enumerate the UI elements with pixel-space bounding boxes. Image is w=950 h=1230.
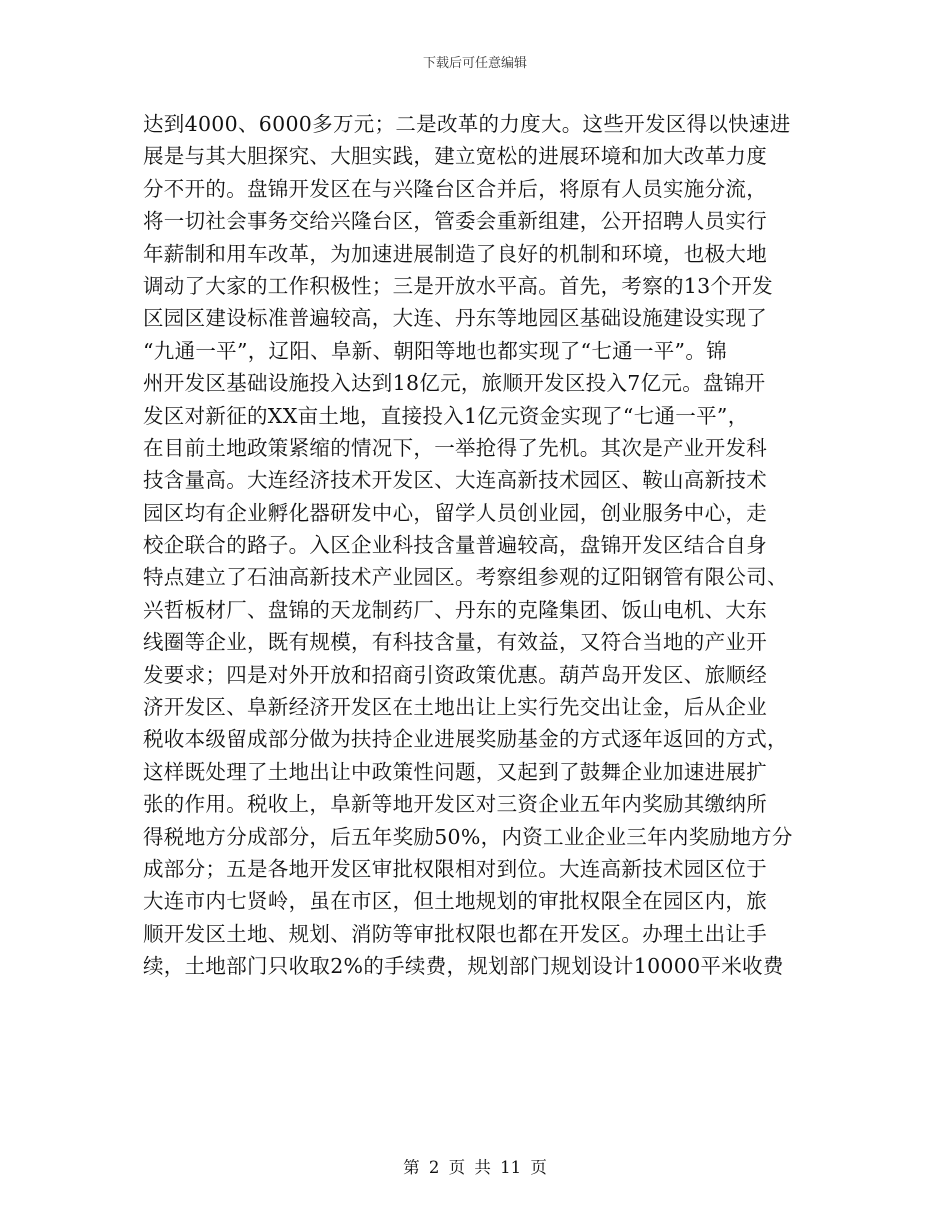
text-line: 园区均有企业孵化器研发中心，留学人员创业园，创业服务中心，走 [143, 500, 767, 525]
body-text [143, 108, 813, 983]
text-line: 成部分；五是各地开发区审批权限相对到位。大连高新技术园区位于 [143, 856, 767, 881]
text-line: 税收本级留成部分做为扶持企业进展奖励基金的方式逐年返回的方式， [143, 727, 788, 752]
text-line: 年薪制和用车改革，为加速进展制造了良好的机制和环境，也极大地 [143, 241, 767, 266]
text-line: 技含量高。大连经济技术开发区、大连高新技术园区、鞍山高新技术 [143, 468, 767, 493]
text-line: 续，土地部门只收取2%的手续费，规划部门规划设计10000平米收费 [143, 954, 784, 979]
text-line: 得税地方分成部分，后五年奖励50%，内资工业企业三年内奖励地方分 [143, 824, 793, 849]
text-line: 发区对新征的XX亩土地，直接投入1亿元资金实现了“七通一平”， [143, 403, 749, 428]
text-line: 达到4000、6000多万元；二是改革的力度大。这些开发区得以快速进 [143, 112, 791, 136]
text-line: 分不开的。盘锦开发区在与兴隆台区合并后，将原有人员实施分流， [143, 176, 767, 201]
text-line: 发要求；四是对外开放和招商引资政策优惠。葫芦岛开发区、旅顺经 [143, 662, 767, 687]
text-line: 特点建立了石油高新技术产业园区。考察组参观的辽阳钢管有限公司、 [143, 565, 788, 590]
text-line: 顺开发区土地、规划、消防等审批权限也都在开发区。办理土出让手 [143, 921, 767, 946]
text-line: 校企联合的路子。入区企业科技含量普遍较高，盘锦开发区结合自身 [143, 533, 767, 558]
text-line: 调动了大家的工作积极性；三是开放水平高。首先，考察的13个开发 [143, 273, 773, 298]
text-line: 线圈等企业，既有规模，有科技含量，有效益，又符合当地的产业开 [143, 630, 767, 655]
text-line: 将一切社会事务交给兴隆台区，管委会重新组建，公开招聘人员实行 [143, 209, 767, 234]
page-header: 下载后可任意编辑 [422, 56, 527, 71]
text-line: 兴哲板材厂、盘锦的天龙制药厂、丹东的克隆集团、饭山电机、大东 [143, 597, 767, 622]
text-line: 张的作用。税收上，阜新等地开发区对三资企业五年内奖励其缴纳所 [143, 792, 767, 817]
text-line: 这样既处理了土地出让中政策性问题，又起到了鼓舞企业加速进展扩 [143, 759, 767, 784]
text-line: 在目前土地政策紧缩的情况下，一举抢得了先机。其次是产业开发科 [143, 435, 767, 460]
text-line: 大连市内七贤岭，虽在市区，但土地规划的审批权限全在园区内，旅 [143, 889, 767, 914]
text-line: “九通一平”，辽阳、阜新、朝阳等地也都实现了“七通一平”。锦 [143, 338, 727, 363]
page-footer: 第 2 页 共 11 页 [403, 1158, 547, 1177]
text-line: 济开发区、阜新经济开发区在土地出让上实行先交出让金，后从企业 [143, 695, 767, 720]
text-line: 州开发区基础设施投入达到18亿元，旅顺开发区投入7亿元。盘锦开 [143, 371, 766, 396]
text-line: 展是与其大胆探究、大胆实践，建立宽松的进展环境和加大改革力度 [143, 144, 767, 169]
text-line: 区园区建设标准普遍较高，大连、丹东等地园区基础设施建设实现了 [143, 306, 767, 331]
